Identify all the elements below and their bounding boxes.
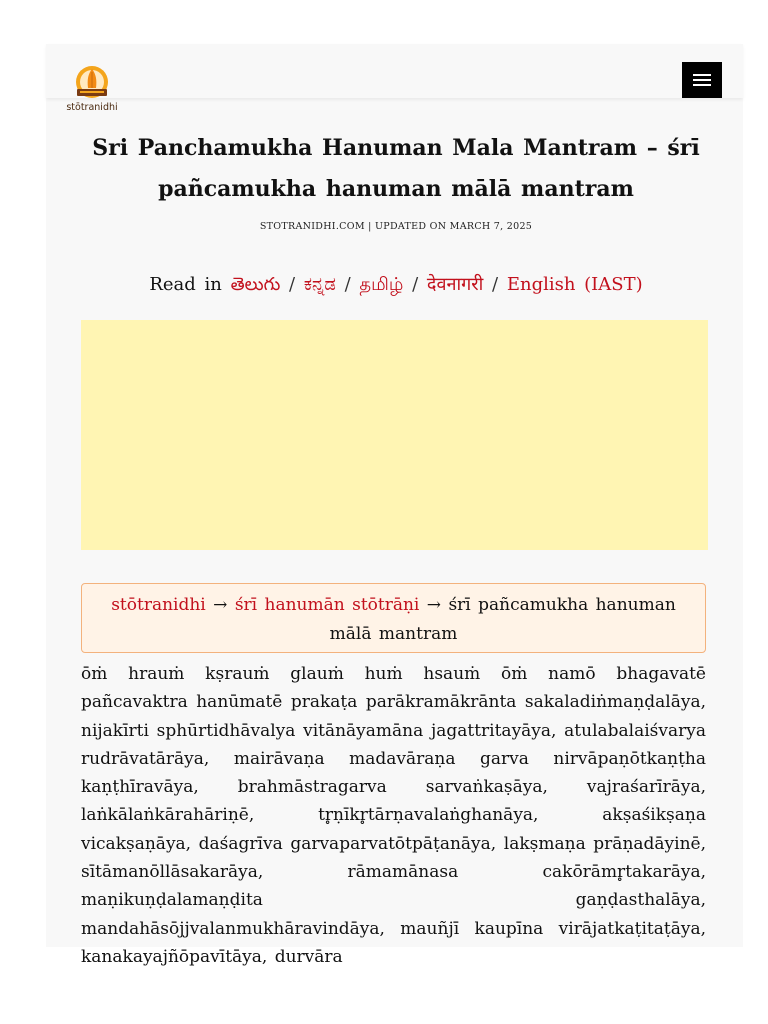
breadcrumb (81, 583, 706, 653)
lang-link-english-iast[interactable]: English (IAST) (506, 274, 643, 295)
breadcrumb-arrow: → (213, 595, 228, 615)
lang-separator: / (289, 274, 296, 295)
site-logo[interactable] (66, 64, 118, 118)
page-title-line-1: Sri Panchamukha Hanuman Mala Mantram – śrī (92, 135, 700, 161)
namaste-hands-icon (72, 64, 112, 102)
logo-text: stōtranidhi (66, 102, 118, 113)
lang-link-kannada[interactable]: ಕನ್ನಡ (303, 274, 336, 295)
lang-link-tamil[interactable]: தமிழ் (359, 274, 404, 295)
lang-separator: / (412, 274, 419, 295)
stotram-text: ōṁ hrauṁ kṣrauṁ glauṁ huṁ hsauṁ ōṁ namō bhagavatē pañcavaktra hanūmatē prakaṭa parākramākrānta sakaladiṅmaṇḍalāya, nijakīrti sphūrtidhāvalya vitānāyamāna jagattritayāya, atulabalaiśvarya rudrāvatārāya, mairāvaṇa madavāraṇa garva nirvāpaṇōtkaṇṭha kaṇṭhīravāya, brahmāstragarva sarvaṅkaṣāya, vajraśarīrāya, laṅkālaṅkārahāriṇē, tr̥ṇīkr̥tārṇavalaṅghanāya, akṣaśikṣaṇa vicakṣaṇāya, daśagrīva garvaparvatōtpāṭanāya, lakṣmaṇa prāṇadāyinē, sītāmanōllāsakarāya, rāmamānasa cakōrāmr̥takarāya, maṇikuṇḍalamaṇḍita gaṇḍasthalāya, mandahāsōjjvalanmukhāravindāya, mauñjī kaupīna virājatkaṭitaṭāya, kanakayajñōpavītāya, durvāra (81, 664, 706, 967)
page-title-line-2: pañcamukha hanuman mālā mantram (158, 176, 634, 202)
menu-button[interactable] (682, 62, 722, 98)
site-header (46, 44, 743, 113)
read-in-label: Read in (149, 274, 222, 295)
breadcrumb-category-link[interactable]: śrī hanumān stōtrāṇi (234, 595, 420, 615)
breadcrumb-arrow: → (426, 595, 442, 615)
lang-separator: / (344, 274, 351, 295)
ad-placeholder[interactable] (81, 320, 708, 550)
breadcrumb-current: śrī pañcamukha hanuman mālā mantram (329, 595, 676, 644)
lang-link-devanagari[interactable]: देवनागरी (426, 274, 484, 295)
page-frame (46, 44, 743, 967)
post-meta: STOTRANIDHI.COM | UPDATED ON MARCH 7, 2025 (259, 221, 533, 232)
lang-link-telugu[interactable]: తెలుగు (230, 274, 281, 295)
lang-separator: / (492, 274, 499, 295)
breadcrumb-home-link[interactable]: stōtranidhi (111, 595, 206, 615)
page-title (86, 128, 706, 210)
language-switcher (86, 272, 706, 299)
